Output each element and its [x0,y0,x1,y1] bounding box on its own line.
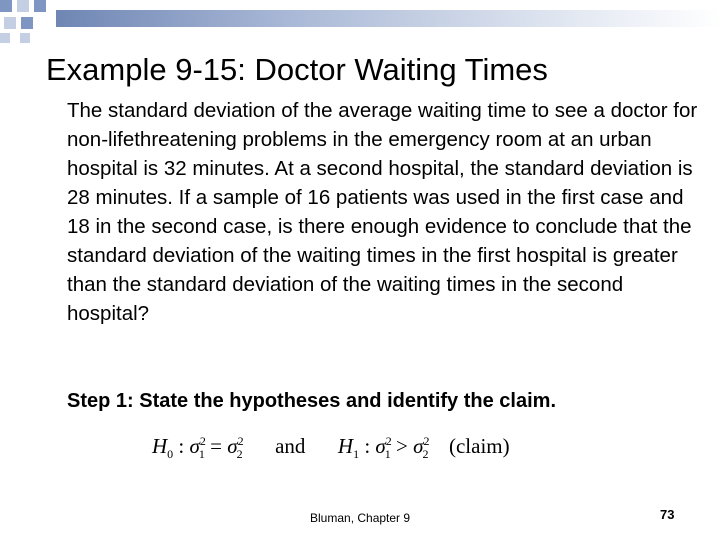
exponent: 2 [385,434,392,448]
decor-square [0,0,12,12]
decor-square [17,0,29,12]
h1-symbol: H [337,434,354,458]
footer-source: Bluman, Chapter 9 [310,511,411,525]
decor-square [21,17,33,29]
exponent: 2 [199,434,206,448]
title-accent-bar [56,10,720,27]
equals-sign: = [210,434,222,458]
subscript-one: 1 [384,447,391,462]
step-heading: Step 1: State the hypotheses and identify the claim. [67,390,556,412]
h1-colon: : [364,434,371,458]
page-number: 73 [660,507,675,522]
h0-subscript: 0 [167,447,174,462]
h0-symbol: H [152,434,168,458]
subscript-two: 2 [236,447,243,462]
sigma-symbol: σ [375,434,386,458]
decor-square [34,0,46,12]
h0-colon: : [178,434,185,458]
claim-label: (claim) [448,434,510,458]
sigma-symbol: σ [189,434,200,458]
subscript-one: 1 [198,447,205,462]
exponent: 2 [237,434,244,448]
and-word: and [275,434,306,458]
greater-than-sign: > [396,434,408,458]
slide-title: Example 9-15: Doctor Waiting Times [46,52,548,87]
sigma-symbol: σ [413,434,424,458]
h1-subscript: 1 [353,447,360,462]
exponent: 2 [423,434,430,448]
decor-square [20,33,30,43]
decor-square [0,33,10,43]
hypotheses-formula [152,424,510,462]
problem-text: The standard deviation of the average waiting time to see a doctor for non-lifethreatening problems in the emergency room at an urban hospital is 32 minutes. At a second hospital, the standard deviation is 28 minutes. If a sample of 16 patients was used in the first case and 18 in the second case, is there enough evidence to conclude that the standard deviation of the waiting times in the first hospital is greater than the standard deviation of the waiting times in the second hospital? [67,99,698,325]
decor-square [4,17,16,29]
sigma-symbol: σ [227,434,238,458]
subscript-two: 2 [422,447,429,462]
